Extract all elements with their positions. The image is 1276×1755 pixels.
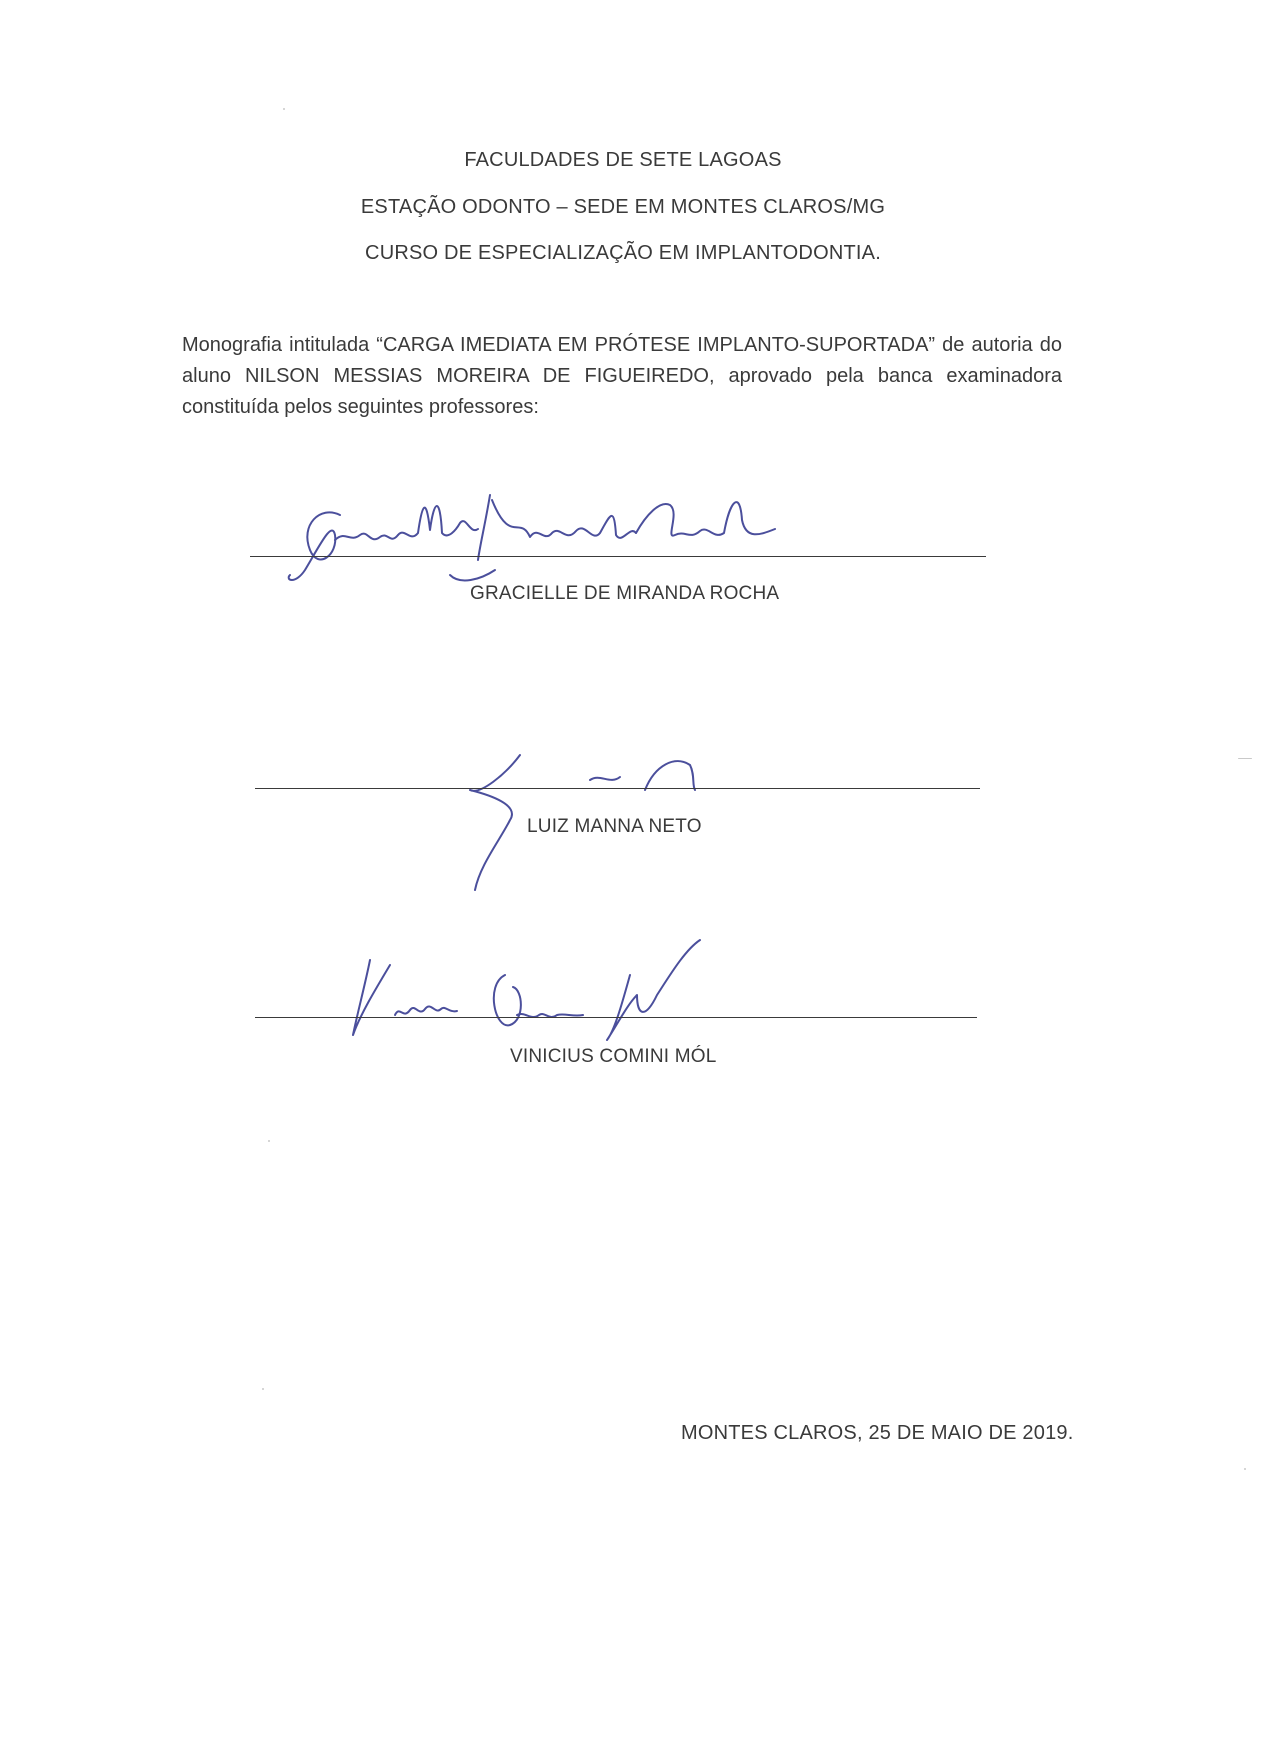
examiner-name-3: VINICIUS COMINI MÓL [510,1046,717,1067]
signature-luiz [460,735,740,895]
examiner-name-2: LUIZ MANNA NETO [527,816,702,837]
signature-gracielle [280,485,800,595]
signature-line-1 [250,556,986,557]
scan-speck [283,108,285,110]
place-and-date: MONTES CLAROS, 25 DE MAIO DE 2019. [681,1422,1074,1444]
signature-vinicius [345,935,785,1055]
course-name: CURSO DE ESPECIALIZAÇÃO EM IMPLANTODONTIA. [365,242,881,264]
signature-line-2 [255,788,980,789]
scan-speck [268,1140,270,1142]
scan-speck [1244,1468,1246,1470]
campus-name: ESTAÇÃO ODONTO – SEDE EM MONTES CLAROS/MG [360,196,886,218]
signature-line-3 [255,1017,977,1018]
approval-paragraph: Monografia intitulada “CARGA IMEDIATA EM PRÓTESE IMPLANTO-SUPORTADA” de autoria do aluno NILSON MESSIAS MOREIRA DE FIGUEIREDO, aprovado pela banca examinadora constituída pelos seguintes professores: [182,334,1062,418]
scan-speck [262,1388,264,1390]
scan-speck [1238,758,1252,759]
institution-name: FACULDADES DE SETE LAGOAS [464,149,782,171]
examiner-name-1: GRACIELLE DE MIRANDA ROCHA [470,583,780,604]
